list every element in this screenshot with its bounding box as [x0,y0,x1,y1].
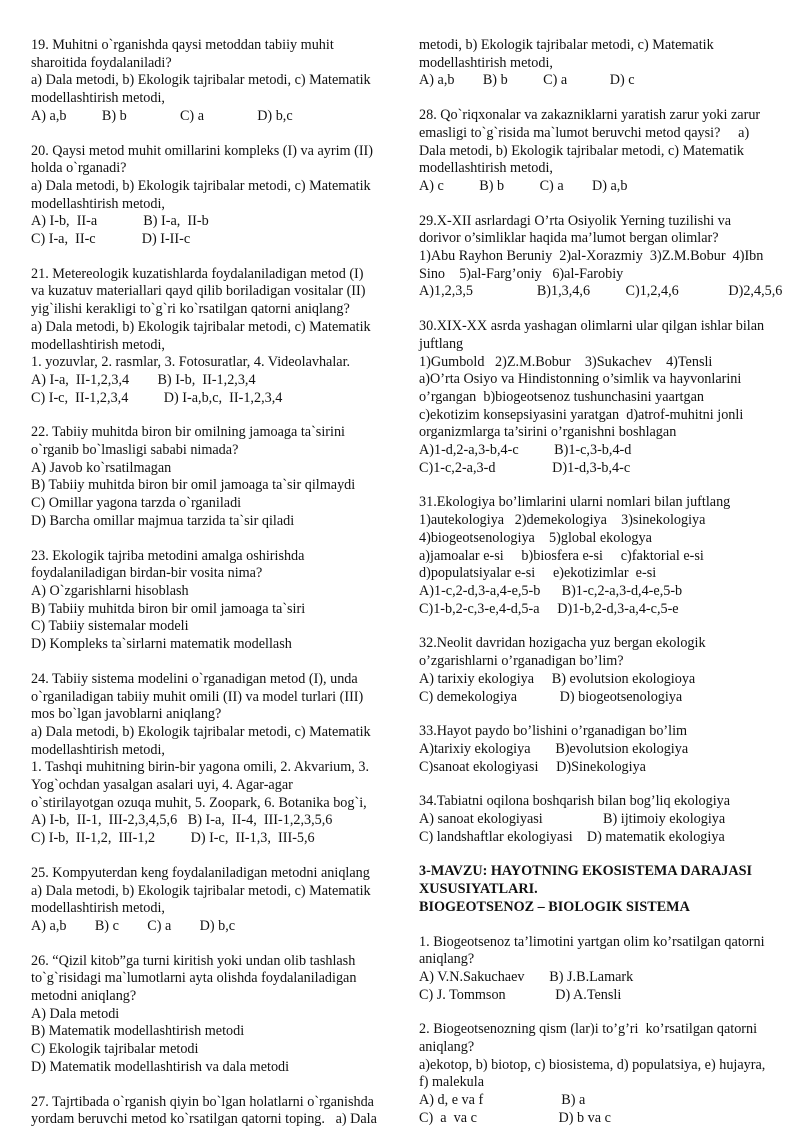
question-block-line: 28. Qo`riqxonalar va zakazniklarni yaratish zarur yoki zarur [419,107,761,124]
question-block-line: A) Javob ko`rsatilmagan [31,459,172,476]
question-block-line: 31.Ekologiya bo’limlarini ularni nomlari bilan juftlang [419,494,731,511]
question-block [419,934,779,1005]
question-block-line: 2. Biogeotsenozning qism (lar)i to’g’ri ko’rsatilgan qatorni [419,1021,758,1038]
question-block-line: B) Matematik modellashtirish metodi [31,1023,245,1040]
question-block-line: 27. Tajrtibada o`rganish qiyin bo`lgan holatlarni o`rganishda [31,1093,374,1110]
question-block-line: A) Dala metodi [31,1005,120,1022]
question-block-line: 32.Neolit davridan hozigacha yuz bergan ekologik [419,635,706,652]
question-block-line: a) Dala metodi, b) Ekologik tajribalar metodi, c) Matematik [31,882,371,899]
question-block-line: metodni aniqlang? [31,988,137,1005]
question-block-line: 22. Tabiiy muhitda biron bir omilning jamoaga ta`sirini [31,424,345,441]
question-block [419,723,779,776]
question-block-line: o`rganiladigan tabiiy muhit omili (II) va model turlari (III) [31,688,364,705]
question-block-line: aniqlang? [419,951,475,968]
right-column [419,37,783,1145]
question-block-line: 1. yozuvlar, 2. rasmlar, 3. Fotosuratlar, 4. Videolavhalar. [31,354,351,371]
question-block-line: A) a,b B) b C) a D) c [419,72,635,89]
question-block [419,37,779,90]
question-block-line: C) landshaftlar ekologiyasi D) matematik ekologiya [419,828,725,845]
question-block-line: C) Omillar yagona tarzda o`rganiladi [31,495,242,512]
question-block-line: foydalaniladigan birdan-bir vosita nima? [31,565,263,582]
question-block-line: A) a,b B) b C) a D) b,c [31,107,293,124]
question-block [31,548,391,654]
question-block-line: C) J. Tommson D) A.Tensli [419,986,622,1003]
question-block-line: to`g`risidagi ma`lumotlarni ayta olishda foydalaniladigan [31,970,357,987]
question-block-line: emasligi to`g`risida ma`lumot beruvchi metod qaysi? a) [419,124,750,141]
question-block-line: modellashtirish metodi, [419,54,553,71]
question-block-line: Sino 5)al-Farg’oniy 6)al-Farobiy [419,265,624,282]
question-block-line: 26. “Qizil kitob”ga turni kiritish yoki undan olib tashlash [31,952,356,969]
question-block-line: f) malekula [419,1074,484,1091]
question-block-line: A) d, e va f B) a [419,1092,586,1109]
question-block-line: modellashtirish metodi, [419,160,553,177]
question-block-line: A)1,2,3,5 B)1,3,4,6 C)1,2,4,6 D)2,4,5,6 [419,283,783,300]
question-block-line: 34.Tabiatni oqilona boshqarish bilan bog’liq ekologiya [419,793,731,810]
question-block-line: c)ekotizim konsepsiyasini yaratgan d)atrof-muhitni jonli [419,406,744,423]
question-block-line: 21. Metereologik kuzatishlarda foydalaniladigan metod (I) [31,265,364,282]
question-block [419,793,779,846]
question-block-line: D) Barcha omillar majmua tarzida ta`sir qiladi [31,512,295,529]
question-block-line: A) c B) b C) a D) a,b [419,177,628,194]
question-block-line: a)O’rta Osiyo va Hindistonning o’simlik va hayvonlarini [419,371,742,388]
question-block-line: holda o`rganadi? [31,160,127,177]
question-block-line: C) Tabiiy sistemalar modeli [31,618,189,635]
question-block-line: A)tarixiy ekologiya B)evolutsion ekologiya [419,740,689,757]
question-block-line: 29.X-XII asrlardagi O’rta Osiyolik Yerning tuzilishi va [419,212,732,229]
left-column [31,37,391,1146]
question-block-line: a) Dala metodi, b) Ekologik tajribalar metodi, c) Matematik [31,723,371,740]
question-block-line: B) Tabiiy muhitda biron bir omil jamoaga ta`sir qilmaydi [31,477,356,494]
question-block-line: 1)Abu Rayhon Beruniy 2)al-Xorazmiy 3)Z.M.Bobur 4)Ibn [419,248,764,265]
question-block-line: B) Tabiiy muhitda biron bir omil jamoaga ta`siri [31,600,306,617]
question-block-line: C)1-b,2-c,3-e,4-d,5-a D)1-b,2-d,3-a,4-c,5-e [419,600,679,617]
question-block-line: C) a va c D) b va c [419,1109,611,1126]
question-block-line: juftlang [419,335,464,352]
question-block-line: o’zgarishlarni o’rganadigan bo’lim? [419,653,624,670]
question-block-line: 33.Hayot paydo bo’lishini o’rganadigan bo’lim [419,723,688,740]
question-block [31,865,391,936]
question-block-line: va kuzatuv materiallari qayd qilib boriladigan vositalar (II) [31,283,366,300]
question-block-line: sharoitida foydalaniladi? [31,54,172,71]
question-block-line: 20. Qaysi metod muhit omillarini kompleks (I) va ayrim (II) [31,142,374,159]
question-block-line: A) tarixiy ekologiya B) evolutsion ekologioya [419,670,696,687]
section-heading-line: 3-MAVZU: HAYOTNING EKOSISTEMA DARAJASI [419,863,753,880]
question-block-line: C)sanoat ekologiyasi D)Sinekologiya [419,758,646,775]
question-block [419,212,783,302]
question-block [419,494,779,618]
question-block-line: 30.XIX-XX asrda yashagan olimlarni ular qilgan ishlar bilan [419,318,765,335]
question-block-line: C) I-a, II-c D) I-II-c [31,231,191,248]
question-block-line: A) I-a, II-1,2,3,4 B) I-b, II-1,2,3,4 [31,371,256,388]
question-block-line: a)jamoalar e-si b)biosfera e-si c)faktorial e-si [419,547,704,564]
question-block [31,424,391,530]
question-block-line: modellashtirish metodi, [31,900,165,917]
question-block-line: o`rganib bo`lmasligi sababi nimada? [31,442,239,459]
question-block-line: a) Dala metodi, b) Ekologik tajribalar metodi, c) Matematik [31,318,371,335]
question-block-line: D) Matematik modellashtirish va dala metodi [31,1058,290,1075]
question-block-line: C)1-c,2-a,3-d D)1-d,3-b,4-c [419,459,631,476]
question-block-line: a) Dala metodi, b) Ekologik tajribalar metodi, c) Matematik [31,72,371,89]
question-block-line: A) a,b B) c C) a D) b,c [31,917,236,934]
question-block-line: mos bo`lgan javoblarni aniqlang? [31,706,222,723]
question-block [31,143,391,249]
question-block [31,266,391,408]
question-block-line: A) I-b, II-a B) I-a, II-b [31,213,209,230]
question-block-line: 1. Tashqi muhitning birin-bir yagona omili, 2. Akvarium, 3. [31,759,370,776]
question-block-line: C) Ekologik tajribalar metodi [31,1041,199,1058]
question-block-line: 25. Kompyuterdan keng foydalaniladigan metodni aniqlang [31,864,370,881]
question-block-line: a)ekotop, b) biotop, c) biosistema, d) populatsiya, e) hujayra, [419,1056,766,1073]
question-block-line: 1)autekologiya 2)demekologiya 3)sinekologiya [419,512,706,529]
question-block-line: Dala metodi, b) Ekologik tajribalar metodi, c) Matematik [419,142,745,159]
question-block-line: metodi, b) Ekologik tajribalar metodi, c) Matematik [419,37,714,53]
question-block-line: modellashtirish metodi, [31,336,165,353]
question-block [31,953,391,1077]
question-block-line: 23. Ekologik tajriba metodini amalga oshirishda [31,547,305,564]
question-block-line: A) O`zgarishlarni hisoblash [31,582,189,599]
question-block [419,1021,779,1127]
question-block-line: o`stirilayotgan ozuqa muhit, 5. Zoopark, 6. Botanika bog`i, [31,794,367,811]
question-block-line: 1. Biogeotsenoz ta’limotini yartgan olim ko’rsatilgan qatorni [419,933,765,950]
question-block-line: modellashtirish metodi, [31,195,165,212]
section-heading-line: BIOGEOTSENOZ – BIOLOGIK SISTEMA [419,898,690,915]
question-block [31,37,391,126]
question-block-line: C) demekologiya D) biogeotsenologiya [419,688,683,705]
question-block-line: o’rgangan b)biogeotsenoz tushunchasini yaartgan [419,388,704,405]
question-block [419,318,779,477]
question-block-line: a) Dala metodi, b) Ekologik tajribalar metodi, c) Matematik [31,177,371,194]
question-block-line: 24. Tabiiy sistema modelini o`rganadigan metod (I), unda [31,670,358,687]
question-block-line: aniqlang? [419,1039,475,1056]
question-block-line: D) Kompleks ta`sirlarni matematik modellash [31,636,292,653]
question-block-line: modellashtirish metodi, [31,90,165,107]
question-block-line: Yog`ochdan yasalgan asalari uyi, 4. Agar-agar [31,777,293,794]
question-block-line: yig`ilishi kerakligi to`g`ri ko`rsatilgan qatorni aniqlang? [31,301,350,318]
question-block-line: A)1-d,2-a,3-b,4-c B)1-c,3-b,4-d [419,442,632,459]
question-block-line: d)populatsiyalar e-si e)ekotizimlar e-si [419,565,657,582]
question-block-line: organizmlarga ta’sirini o’rganishni boshlagan [419,424,677,441]
question-block-line: A) sanoat ekologiyasi B) ijtimoiy ekologiya [419,811,726,828]
question-block-line: A) I-b, II-1, III-2,3,4,5,6 B) I-a, II-4, III-1,2,3,5,6 [31,812,333,829]
question-block-line: 1)Gumbold 2)Z.M.Bobur 3)Sukachev 4)Tensli [419,353,713,370]
question-block [31,671,391,848]
question-block-line: 4)biogeotsenologiya 5)global ekologya [419,529,652,546]
question-block-line: 19. Muhitni o`rganishda qaysi metoddan tabiiy muhit [31,37,334,53]
question-block-line: modellashtirish metodi, [31,741,165,758]
section-heading [419,863,779,916]
question-block-line: A)1-c,2-d,3-a,4-e,5-b B)1-c,2-a,3-d,4-e,5-b [419,582,683,599]
question-block [419,107,779,196]
question-block-line: A) V.N.Sakuchaev B) J.B.Lamark [419,968,634,985]
question-block-line: C) I-b, II-1,2, III-1,2 D) I-c, II-1,3, III-5,6 [31,830,315,847]
question-block-line: dorivor o’simliklar haqida ma’lumot bergan olimlar? [419,230,719,247]
question-block-line: C) I-c, II-1,2,3,4 D) I-a,b,c, II-1,2,3,4 [31,389,283,406]
question-block-line: yordam beruvchi metod ko`rsatilgan qatorni toping. a) Dala [31,1111,377,1128]
question-block [31,1094,391,1129]
section-heading-line: XUSUSIYATLARI. [419,881,538,898]
question-block [419,635,779,706]
